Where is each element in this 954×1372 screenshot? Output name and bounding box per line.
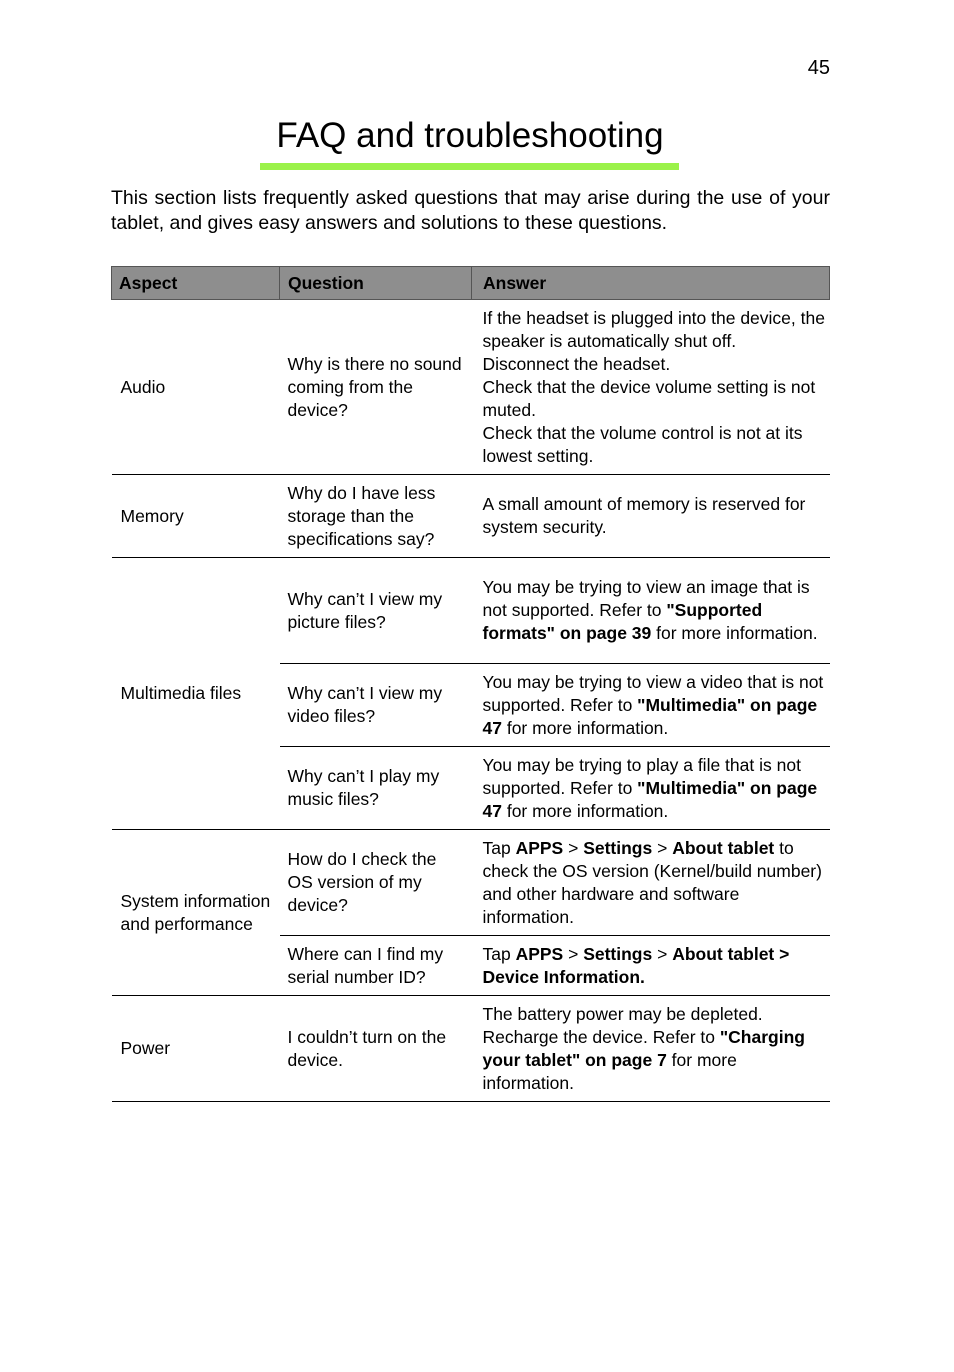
answer-cell: A small amount of memory is reserved for system security.	[472, 475, 830, 558]
page-reference: "Multimedia" on page 47	[482, 777, 818, 821]
table-row-power	[112, 996, 830, 1102]
question-cell: Why do I have less storage than the specifications say?	[280, 475, 472, 558]
header-question: Question	[280, 267, 472, 300]
question-cell: Why is there no sound coming from the device?	[280, 300, 472, 475]
table-row-system-os	[112, 830, 830, 936]
faq-table	[111, 266, 830, 1102]
table-row-audio	[112, 300, 830, 475]
table-row-multimedia-picture	[112, 558, 830, 664]
table-header-row	[112, 267, 830, 300]
page-reference: "Charging your tablet" on page 7	[482, 1026, 805, 1070]
question-cell: Why can’t I play my music files?	[280, 747, 472, 830]
answer-line: Check that the device volume setting is not muted.	[482, 377, 816, 420]
table-row-memory	[112, 475, 830, 558]
question-cell: How do I check the OS version of my device?	[287, 849, 437, 915]
aspect-cell: Memory	[112, 475, 280, 558]
aspect-cell: Power	[112, 996, 280, 1102]
answer-line: If the headset is plugged into the device, the speaker is automatically shut off. Disconnect the headset.	[482, 308, 825, 374]
aspect-cell: Multimedia files	[112, 558, 280, 830]
answer-cell: You may be trying to play a file that is not supported. Refer to "Multimedia" on page 47 for more information.	[472, 747, 830, 830]
intro-paragraph: This section lists frequently asked questions that may arise during the use of your tablet, and gives easy answers and solutions to these questions.	[111, 187, 830, 234]
header-answer: Answer	[472, 267, 830, 300]
aspect-cell: Audio	[112, 300, 280, 475]
page-reference: "Multimedia" on page 47	[482, 694, 818, 738]
answer-cell: You may be trying to view a video that is not supported. Refer to "Multimedia" on page 47 for more information.	[472, 664, 830, 747]
answer-line: Check that the volume control is not at its lowest setting.	[482, 423, 803, 466]
question-cell: Why can’t I view my picture files?	[287, 588, 443, 632]
aspect-cell: System information and performance	[112, 830, 280, 996]
answer-cell: Tap APPS > Settings > About tablet to check the OS version (Kernel/build number) and other hardware and software information.	[482, 837, 822, 927]
question-cell: I couldn’t turn on the device.	[280, 996, 472, 1102]
question-cell: Where can I find my serial number ID?	[280, 936, 472, 996]
answer-cell: You may be trying to view an image that is not supported. Refer to "Supported formats" on page 39 for more information.	[482, 577, 818, 643]
page-title: FAQ and troubleshooting	[276, 116, 664, 155]
page-reference: "Supported formats" on page 39	[482, 600, 763, 643]
page-number: 45	[807, 57, 830, 79]
answer-cell: The battery power may be depleted. Recharge the device. Refer to "Charging your tablet" on page 7 for more information.	[472, 996, 830, 1102]
header-aspect: Aspect	[112, 267, 280, 300]
question-cell: Why can’t I view my video files?	[280, 664, 472, 747]
answer-cell: Tap APPS > Settings > About tablet > Device Information.	[472, 936, 830, 996]
answer-cell	[472, 300, 830, 475]
title-underline	[260, 163, 679, 170]
